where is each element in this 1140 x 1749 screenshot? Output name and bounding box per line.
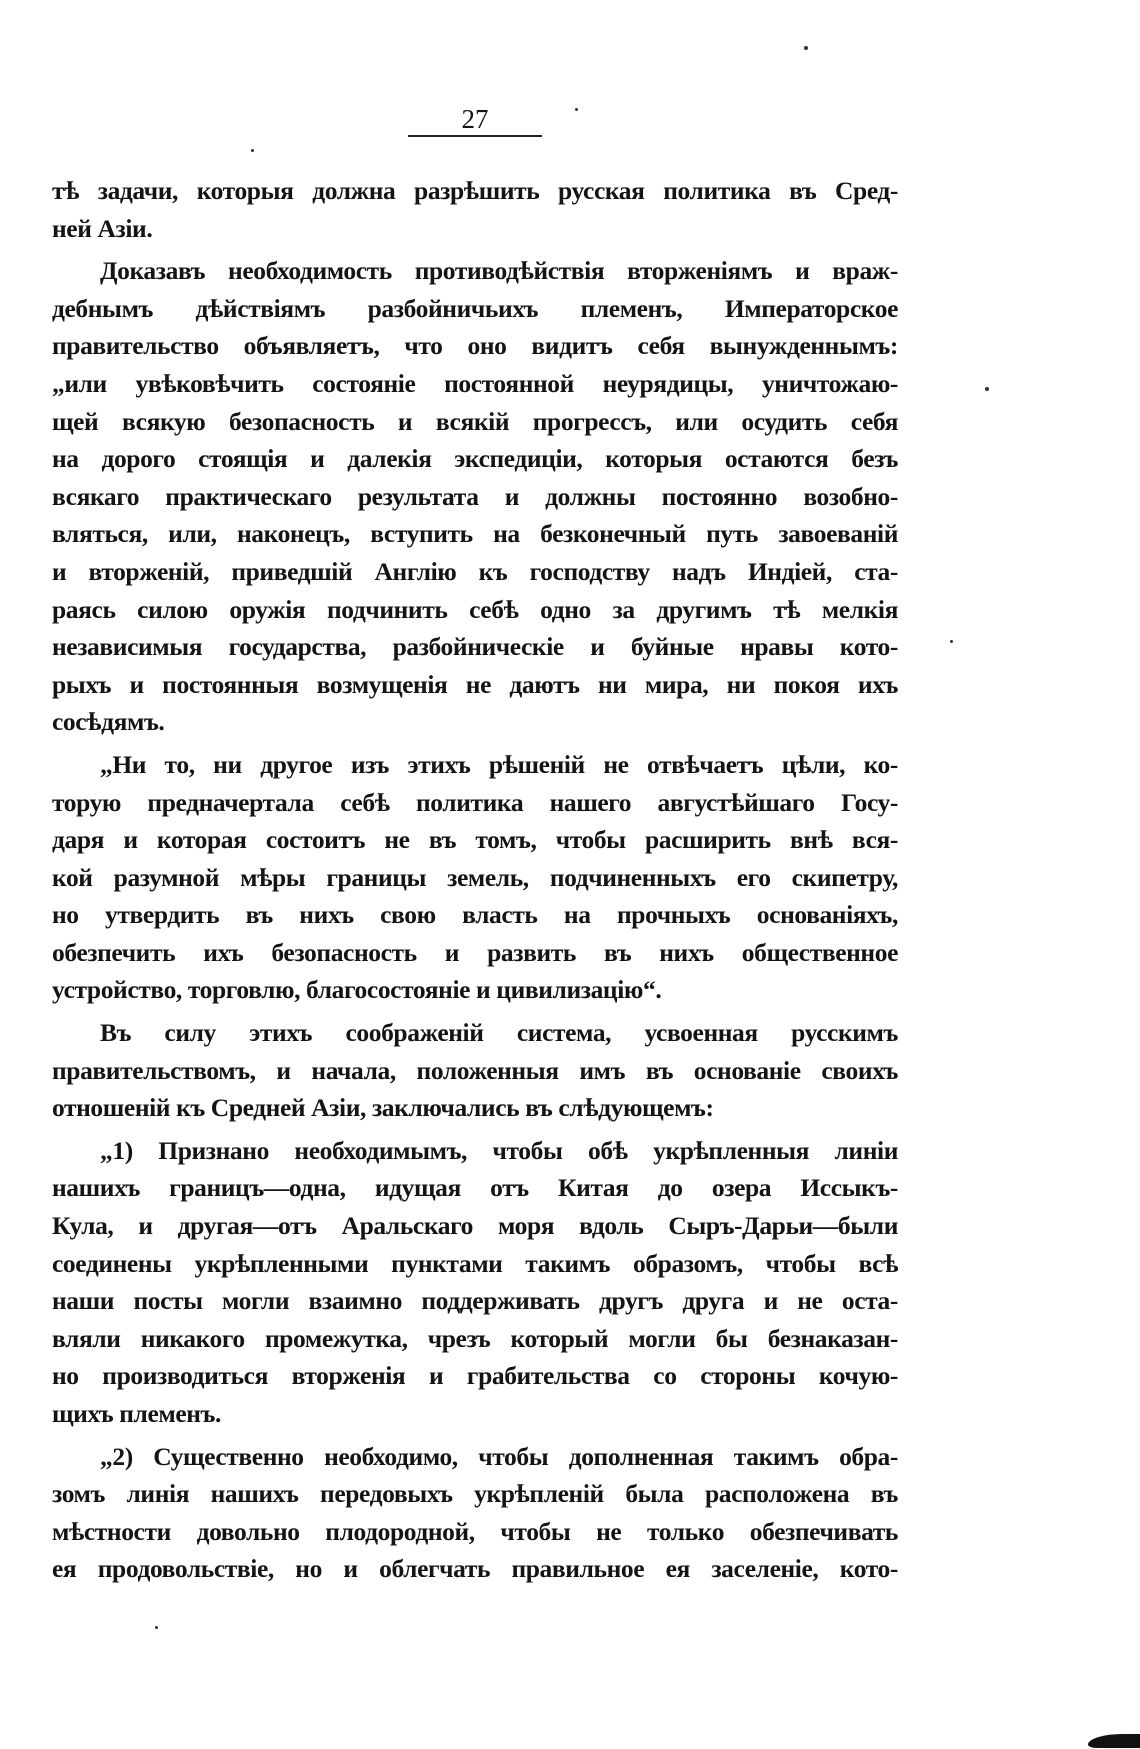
text-line: щихъ племенъ. — [52, 1399, 221, 1428]
text-line: кой разумной мѣры границы земель, подчиненныхъ его скипетру, — [52, 862, 898, 892]
text-line: дебнымъ дѣйствіямъ разбойничьихъ племенъ, Императорское — [52, 293, 898, 323]
text-line: но утвердить въ нихъ свою власть на прочныхъ основаніяхъ, — [52, 900, 898, 930]
body-text — [52, 172, 898, 1593]
scan-speck — [950, 640, 953, 643]
text-line: вляли никакого промежутка, чрезъ который могли бы безнаказан- — [52, 1323, 898, 1353]
text-line: даря и которая состоитъ не въ томъ, чтобы расширить внѣ вся- — [52, 825, 898, 855]
scan-speck — [575, 108, 578, 111]
text-line: торую предначертала себѣ политика нашего августѣйшаго Госу- — [52, 787, 898, 817]
text-line: ея продовольствіе, но и облегчать правильное ея заселеніе, кото- — [52, 1554, 898, 1584]
paragraph-2 — [52, 252, 898, 741]
page-curl — [1088, 1734, 1140, 1748]
paragraph-5 — [52, 1132, 898, 1433]
text-line: правительствомъ, и начала, положенныя имъ въ основаніе своихъ — [52, 1055, 898, 1085]
text-line: „или увѣковѣчить состояніе постоянной неурядицы, уничтожаю- — [52, 368, 898, 398]
text-line: независимыя государства, разбойническіе и буйные нравы кото- — [52, 632, 898, 662]
scan-speck — [155, 1626, 158, 1629]
text-line: „2) Существенно необходимо, чтобы дополненная такимъ обра- — [100, 1441, 898, 1471]
text-line: зомъ линія нашихъ передовыхъ укрѣпленій была расположена въ — [52, 1479, 898, 1509]
text-line: щей всякую безопасность и всякій прогрессъ, или осудить себя — [52, 406, 898, 436]
text-line: устройство, торговлю, благосостояніе и цивилизацію“. — [52, 975, 662, 1005]
text-line: всякаго практическаго результата и должны постоянно возобно- — [52, 481, 898, 511]
text-line: ней Азіи. — [52, 213, 153, 243]
text-line: но производиться вторженія и грабительства со стороны кочую- — [52, 1361, 898, 1391]
paragraph-3 — [52, 746, 898, 1009]
text-line: раясь силою оружія подчинить себѣ одно за другимъ тѣ мелкія — [52, 594, 898, 624]
text-line: отношеній къ Средней Азіи, заключались въ слѣдующемъ: — [52, 1093, 714, 1123]
text-line: обезпечить ихъ безопасность и развить въ нихъ общественное — [52, 937, 898, 967]
page-number: 27 — [408, 103, 542, 137]
text-line: „1) Признано необходимымъ, чтобы обѣ укрѣпленныя линіи — [100, 1135, 898, 1165]
text-line: Въ силу этихъ соображеній система, усвоенная русскимъ — [100, 1018, 898, 1048]
text-line: наши посты могли взаимно поддерживать другъ друга и не оста- — [52, 1286, 898, 1316]
text-line: рыхъ и постоянныя возмущенія не даютъ ни мира, ни покоя ихъ — [52, 669, 898, 699]
text-line: нашихъ границъ—одна, идущая отъ Китая до озера Иссыкъ- — [52, 1173, 898, 1203]
text-line: вляться, или, наконецъ, вступить на безконечный путь завоеваній — [52, 519, 898, 549]
text-line: соединены укрѣпленными пунктами такимъ образомъ, чтобы всѣ — [52, 1248, 898, 1278]
text-line: „Ни то, ни другое изъ этихъ рѣшеній не отвѣчаетъ цѣли, ко- — [100, 749, 898, 779]
scan-speck — [985, 387, 989, 391]
scan-speck — [804, 46, 808, 50]
scan-speck — [251, 149, 254, 152]
text-line: на дорого стоящія и далекія экспедиціи, которыя остаются безъ — [52, 444, 898, 474]
text-line: и вторженій, приведшій Англію къ господству надъ Индіей, ста- — [52, 556, 898, 586]
paragraph-1 — [52, 172, 898, 247]
text-line: правительство объявляетъ, что оно видитъ себя вынужденнымъ: — [52, 331, 898, 361]
text-line: тѣ задачи, которыя должна разрѣшить русская политика въ Сред- — [52, 176, 898, 205]
text-line: Доказавъ необходимость противодѣйствія вторженіямъ и враж- — [100, 256, 898, 286]
text-line: мѣстности довольно плодородной, чтобы не только обезпечивать — [52, 1516, 898, 1546]
text-line: Кула, и другая—отъ Аральскаго моря вдоль Сыръ-Дарьи—были — [52, 1211, 898, 1241]
paragraph-6 — [52, 1438, 898, 1588]
text-line: сосѣдямъ. — [52, 707, 165, 737]
paragraph-4 — [52, 1014, 898, 1127]
